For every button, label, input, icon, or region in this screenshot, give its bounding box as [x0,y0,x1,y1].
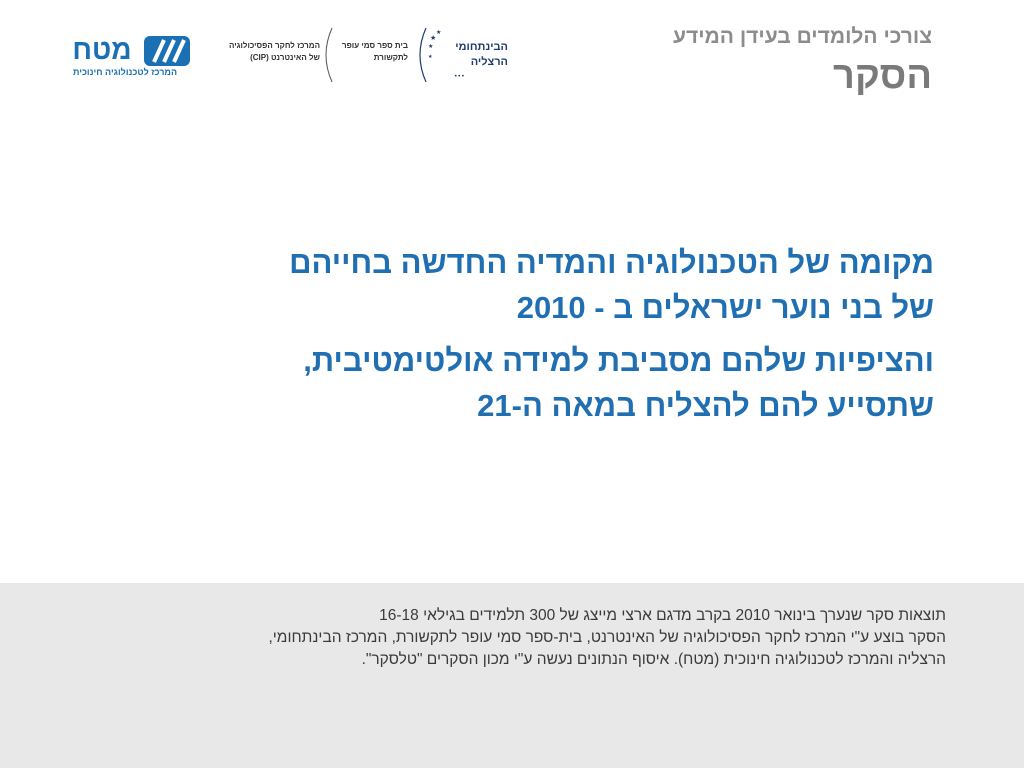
matach-logo [62,34,192,82]
slide-title: הסקר [833,55,932,97]
main-paragraph-2 [154,338,934,428]
main-line-4: שתסייע להם להצליח במאה ה-21 [477,388,934,423]
cip-line2: של האינטרנט (CIP) [250,53,320,62]
svg-text:★: ★ [428,43,434,50]
sammy-ofer-line1: בית ספר סמי עופר [341,41,408,50]
sammy-ofer-logo [322,26,414,84]
cip-line1: המרכז לחקר הפסיכולוגיה [228,41,320,50]
main-line-1: מקומה של הטכנולוגיה והמדיה החדשה בחייהם [289,245,934,280]
svg-text:•••: ••• [454,73,465,80]
matach-logo-tagline: המרכז לטכנולוגיה חינוכית [72,67,178,77]
main-line-2: של בני נוער ישראלים ב - 2010 [516,290,934,325]
herzliya-logo-line2: הרצליה [470,56,508,68]
svg-text:★: ★ [428,54,433,60]
main-statement [154,240,934,436]
footer-line-2: הסקר בוצע ע"י המרכז לחקר הפסיכולוגיה של האינטרנט, בית-ספר סמי עופר לתקשורת, המרכז הבינתחומי, [268,629,946,646]
herzliya-logo-line1: הבינתחומי [455,41,508,53]
svg-text:★: ★ [430,34,437,42]
svg-text:★: ★ [436,29,442,36]
main-line-3: והציפיות שלהם מסביבת למידה אולטימטיבית, [303,343,934,378]
main-paragraph-1 [154,240,934,330]
slide-subtitle: צורכי הלומדים בעידן המידע [673,25,932,48]
header-title-block [512,24,932,98]
footer-line-1: תוצאות סקר שנערך בינואר 2010 בקרב מדגם ארצי מייצג של 300 תלמידים בגילאי 16-18 [379,607,946,624]
footer-text [186,605,946,671]
herzliya-logo [416,26,516,84]
matach-logo-word: מטח [72,34,132,65]
sammy-ofer-line2: לתקשורת [373,53,408,62]
sammy-ofer-logo-text [328,40,408,64]
herzliya-logo-text [438,40,508,70]
footer-panel [0,583,1024,768]
matach-stripes-icon [144,36,190,66]
footer-line-3: הרצליה והמרכז לטכנולוגיה חינוכית (מטח). איסוף הנתונים נעשה ע"י מכון הסקרים "טלסקר". [361,651,946,668]
cip-logo [210,40,320,74]
